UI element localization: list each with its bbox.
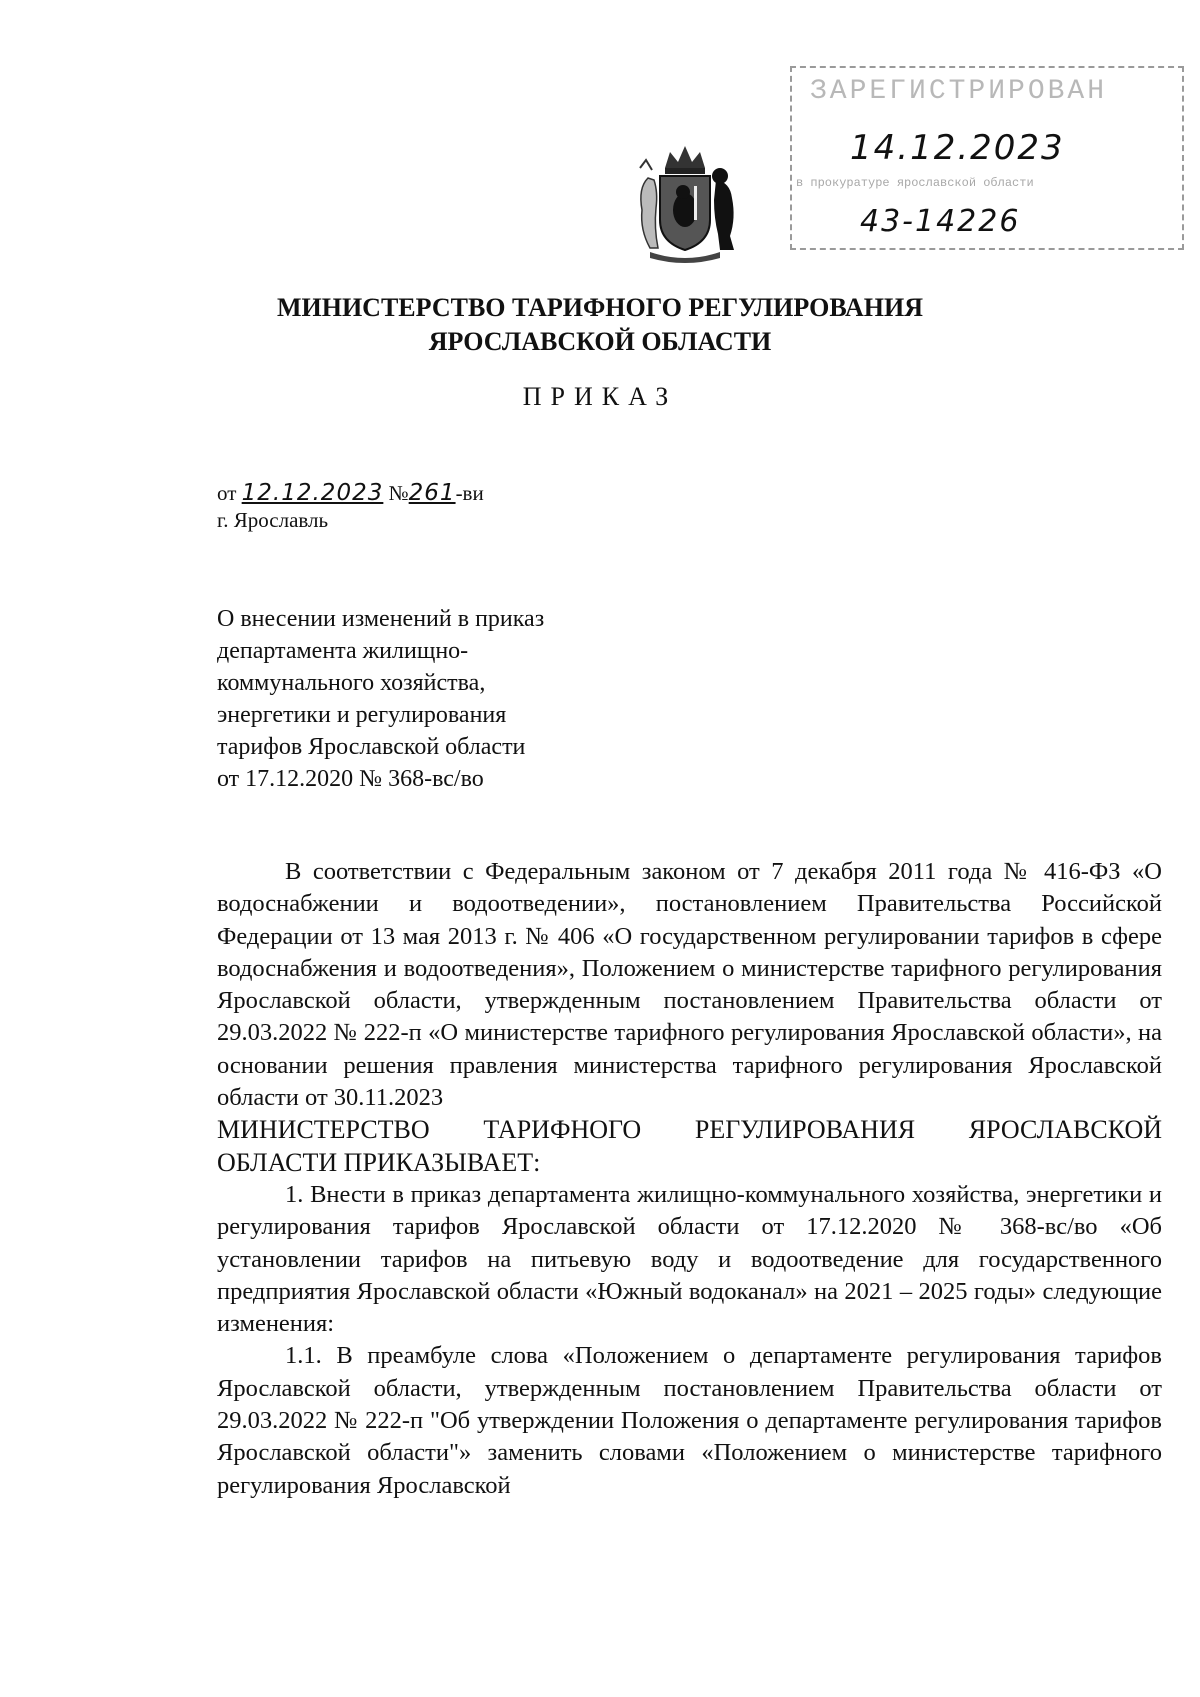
preamble-paragraph: В соответствии с Федеральным законом от 7 декабря 2011 года № 416-ФЗ «О водоснабжении и водоотведении», постановлением Правительства Российской Федерации от 13 мая 2013 г. № 406 «О государственном регулировании тарифов в сфере водоснабжения и водоотведения», Положением о министерстве тарифного регулирования Ярославской области, утвержденным постановлением Правительства области от 29.03.2022 № 222-п «О министерстве тарифного регулирования Ярославской области», на основании решения правления министерства тарифного регулирования Ярославской области от 30.11.2023 xyxy=(217,858,1162,1112)
orders-heading-line2: ОБЛАСТИ ПРИКАЗЫВАЕТ: xyxy=(217,1147,541,1177)
document-type: ПРИКАЗ xyxy=(522,382,678,411)
city: г. Ярославль xyxy=(217,508,329,532)
stamp-subline: в прокуратуре ярославской области xyxy=(796,176,1034,190)
order-subject xyxy=(217,603,637,795)
org-title-line1: МИНИСТЕРСТВО ТАРИФНОГО РЕГУЛИРОВАНИЯ xyxy=(276,293,924,322)
registration-stamp xyxy=(790,66,1184,250)
yaroslavl-coat-of-arms-icon xyxy=(620,138,750,268)
subject-line: от 17.12.2020 № 368-вс/во xyxy=(217,766,484,792)
from-label: от xyxy=(217,481,237,505)
stamp-date: 14.12.2023 xyxy=(850,128,1065,168)
subject-line: департамента жилищно- xyxy=(217,638,469,664)
number-label: № xyxy=(388,481,409,505)
subject-line: тарифов Ярославской области xyxy=(217,734,526,760)
org-title-line2: ЯРОСЛАВСКОЙ ОБЛАСТИ xyxy=(428,327,772,356)
order-number: 261 xyxy=(408,480,456,506)
item-1-1-paragraph: 1.1. В преамбуле слова «Положением о департаменте регулирования тарифов Ярославской области, утвержденным постановлением Правительства области от 29.03.2022 № 222-п "Об утверждении Положения о департаменте регулирования тарифов Ярославской области"» заменить словами «Положением о министерстве тарифного регулирования Ярославской xyxy=(217,1342,1162,1499)
orders-heading-line1: МИНИСТЕРСТВО ТАРИФНОГО РЕГУЛИРОВАНИЯ ЯРОСЛАВСКОЙ xyxy=(217,1115,1162,1145)
order-date-number xyxy=(217,480,484,506)
subject-line: энергетики и регулирования xyxy=(217,702,507,728)
order-body xyxy=(217,856,1162,1502)
stamp-reg-number: 43-14226 xyxy=(860,204,1021,239)
stamp-header: ЗАРЕГИСТРИРОВАН xyxy=(810,76,1108,107)
item-1-paragraph: 1. Внести в приказ департамента жилищно-коммунального хозяйства, энергетики и регулирования тарифов Ярославской области от 17.12.2020 № 368-вс/во «Об установлении тарифов на питьевую воду и водоотведение для государственного предприятия Ярославской области «Южный водоканал» на 2021 – 2025 годы» следующие изменения: xyxy=(217,1180,1162,1338)
subject-line: О внесении изменений в приказ xyxy=(217,606,545,632)
order-date: 12.12.2023 xyxy=(241,480,384,506)
order-number-suffix: -ви xyxy=(455,481,484,505)
subject-line: коммунального хозяйства, xyxy=(217,670,486,696)
